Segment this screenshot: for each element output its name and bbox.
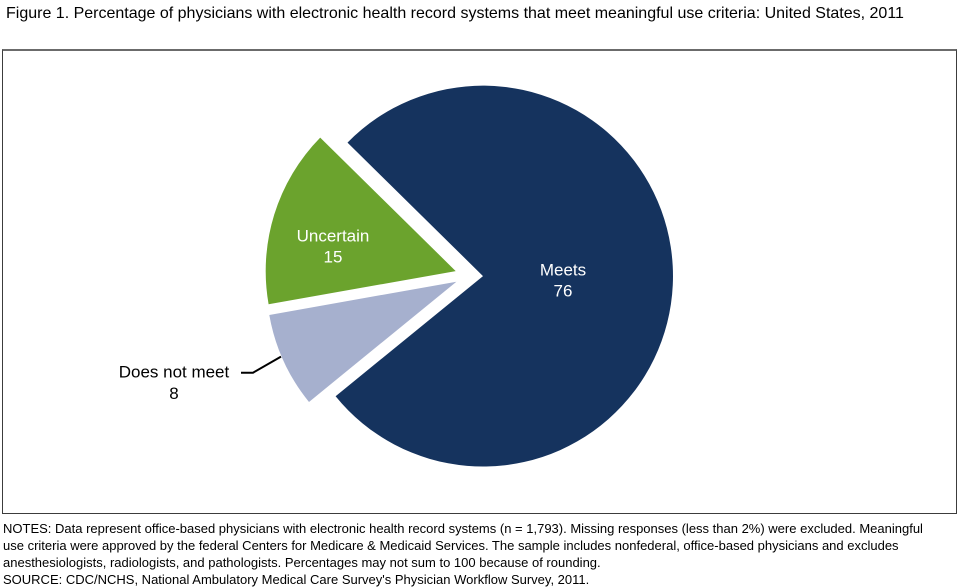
pie-chart xyxy=(3,51,956,513)
callout-leader-line xyxy=(241,357,281,373)
figure-notes xyxy=(3,520,957,588)
notes-line-2: use criteria were approved by the federal Centers for Medicare & Medicaid Services. The sample includes nonfederal, office-based physicians and excludes xyxy=(3,538,899,553)
label-uncertain: Uncertain 15 xyxy=(296,226,370,267)
label-does-not-meet: Does not meet 8 xyxy=(118,362,230,403)
source-line: SOURCE: CDC/NCHS, National Ambulatory Medical Care Survey's Physician Workflow Survey, 2011. xyxy=(3,572,590,587)
notes-line-1: NOTES: Data represent office-based physicians with electronic health record systems (n = 1,793). Missing responses (less than 2%) were excluded. Meaningful xyxy=(3,521,923,536)
label-meets: Meets 76 xyxy=(539,260,587,301)
figure-title: Figure 1. Percentage of physicians with electronic health record systems that meet meaningful use criteria: United States, 2011 xyxy=(6,5,904,22)
notes-line-3: anesthesiologists, radiologists, and pathologists. Percentages may not sum to 100 because of rounding. xyxy=(3,555,601,570)
chart-plot-area xyxy=(2,49,957,514)
